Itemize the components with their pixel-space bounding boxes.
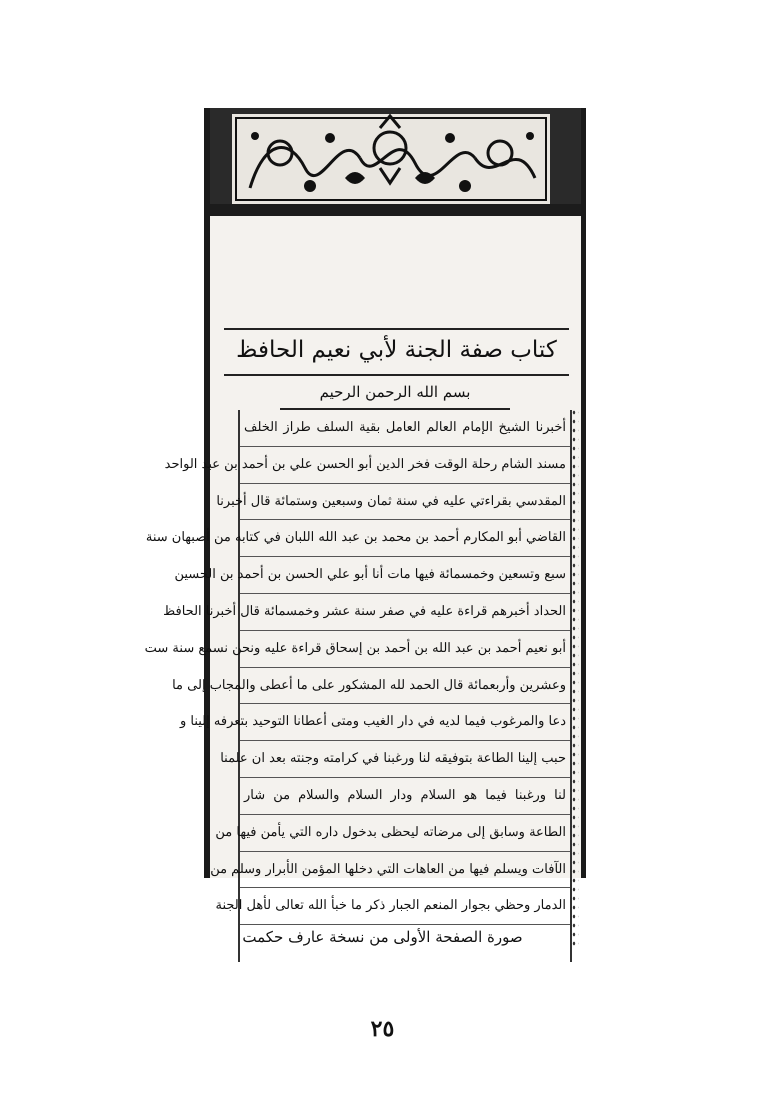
manuscript-line: سبع وتسعين وخمسمائة فيها مات أنا أبو علي الحسن بن أحمد بن الحسين — [240, 557, 570, 594]
manuscript-line: القاضي أبو المكارم أحمد بن محمد بن عبد الله اللبان في كتابه من أصبهان سنة — [240, 520, 570, 557]
margin-decoration — [571, 408, 579, 948]
manuscript-text-block — [144, 410, 572, 962]
manuscript-line: مسند الشام رحلة الوقت فخر الدين أبو الحسن علي بن أحمد بن عبد الواحد — [240, 447, 570, 484]
manuscript-line: الحداد أخبرهم قراءة عليه في صفر سنة عشر وخمسمائة قال أخبرنا الحافظ — [240, 594, 570, 631]
manuscript-line: المقدسي بقراءتي عليه في سنة ثمان وسبعين وستمائة قال أخبرنا — [240, 484, 570, 521]
page-number: ٢٥ — [370, 1016, 395, 1042]
manuscript-line: وعشرين وأربعمائة قال الحمد لله المشكور على ما أعطى والمجاب إلى ما — [240, 668, 570, 705]
manuscript-photo — [144, 108, 586, 914]
manuscript-line: أبو نعيم أحمد بن عبد الله بن أحمد بن إسحاق قراءة عليه ونحن نسمع سنة ست — [240, 631, 570, 668]
basmala: بسم الله الرحمن الرحيم — [280, 376, 510, 410]
manuscript-line: الآفات ويسلم فيها من العاهات التي دخلها المؤمن الأبرار وسلم من — [240, 852, 570, 889]
manuscript-line: أخبرنا الشيخ الإمام العالم العامل بقية السلف طراز الخلف — [240, 410, 570, 447]
manuscript-line: حبب إلينا الطاعة بتوفيقه لنا ورغبنا في كرامته وجنته بعد ان علمنا — [240, 741, 570, 778]
manuscript-line: الطاعة وسابق إلى مرضاته ليحظى بدخول داره التي يأمن فيها من — [240, 815, 570, 852]
floral-ornament-header — [210, 108, 581, 216]
manuscript-line: الدمار وحظي بجوار المنعم الجبار ذكر ما خبأ الله تعالى لأهل الجنة — [240, 888, 570, 925]
manuscript-title: كتاب صفة الجنة لأبي نعيم الحافظ — [224, 328, 569, 376]
manuscript-line: لنا ورغبنا فيما هو السلام ودار السلام والسلام من شار — [240, 778, 570, 815]
figure-caption: صورة الصفحة الأولى من نسخة عارف حكمت — [242, 928, 523, 946]
manuscript-line: دعا والمرغوب فيما لديه في دار الغيب ومتى أعطانا التوحيد بتعرفه إلينا و — [240, 704, 570, 741]
